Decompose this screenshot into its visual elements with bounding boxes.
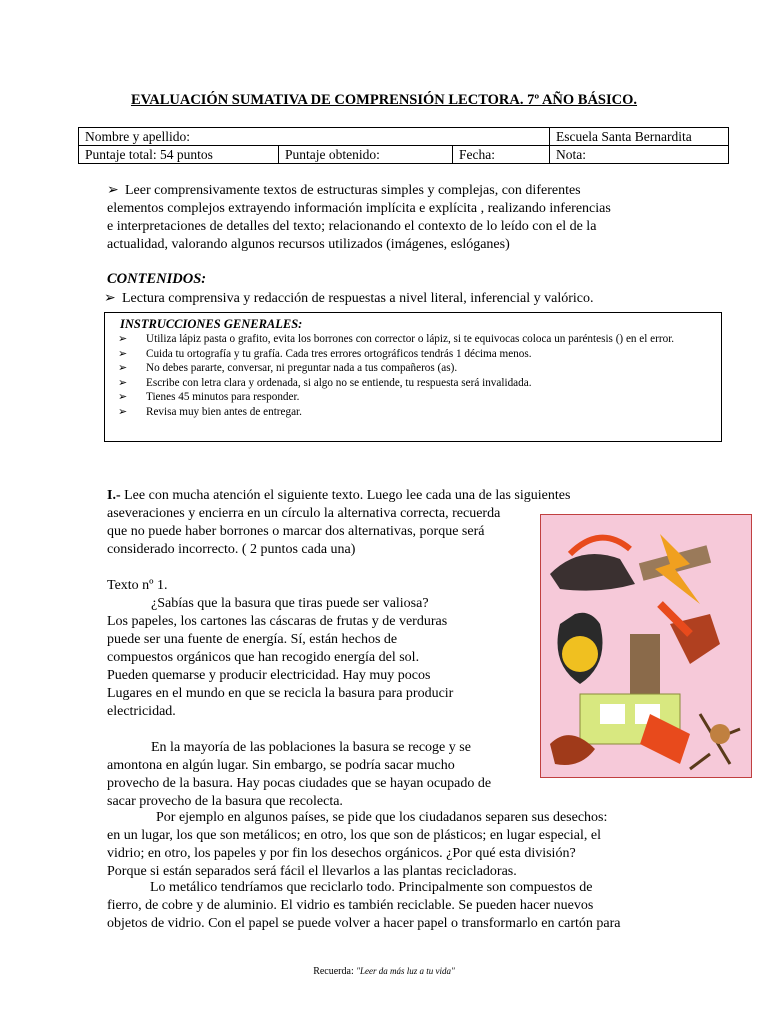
grade-cell: Nota: bbox=[550, 146, 729, 164]
instruction-item: ➢ Escribe con letra clara y ordenada, si algo no se entiende, tu respuesta será invalidada. bbox=[118, 376, 532, 389]
date-cell: Fecha: bbox=[453, 146, 550, 164]
contenidos-item bbox=[104, 290, 594, 308]
objective-line: e interpretaciones de detalles del texto; relacionando el contexto de lo leído con el de la bbox=[107, 219, 597, 234]
page-title: EVALUACIÓN SUMATIVA DE COMPRENSIÓN LECTORA. 7º AÑO BÁSICO. bbox=[130, 92, 638, 108]
objective-line: actualidad, valorando algunos recursos utilizados (imágenes, eslóganes) bbox=[107, 237, 510, 252]
objective-line: Leer comprensivamente textos de estructuras simples y complejas, con diferentes bbox=[125, 183, 581, 198]
instruction-item: ➢ Revisa muy bien antes de entregar. bbox=[118, 405, 302, 418]
paragraph-4: Lo metálico tendríamos que reciclarlo todo. Principalmente son compuestos de fierro, de cobre y de aluminio. El vidrio es también reciclable. Se pueden hacer nuevos objetos de vidrio. Con el papel se puede volver a hacer papel o transformarlo en cartón para bbox=[107, 880, 621, 931]
section-one-intro: I.- Lee con mucha atención el siguiente texto. Luego lee cada una de las siguientes aseveraciones y encierra en un círculo la alternativa correcta, recuerda que no puede haber borrones o marcar dos alternativas, porque será considerado incorrecto. ( 2 puntos cada una) bbox=[107, 488, 571, 557]
arrow-bullet-icon: ➢ bbox=[118, 347, 128, 360]
arrow-bullet-icon: ➢ bbox=[104, 291, 116, 306]
contenidos-text: Lectura comprensiva y redacción de respuestas a nivel literal, inferencial y valórico. bbox=[122, 291, 594, 306]
text-question: ¿Sabías que la basura que tiras puede ser valiosa? bbox=[151, 596, 429, 611]
paragraph-2: En la mayoría de las poblaciones la basura se recoge y se amontona en algún lugar. Sin embargo, se podría sacar mucho provecho de la basura. Hay pocas ciudades que se hayan ocupado de sacar provecho de la basura que recolecta. bbox=[107, 740, 492, 809]
arrow-bullet-icon: ➢ bbox=[118, 376, 128, 389]
instruction-item: ➢ Tienes 45 minutos para responder. bbox=[118, 391, 300, 403]
objective-line: elementos complejos extrayendo información implícita e explícita , realizando inferencias bbox=[107, 201, 611, 216]
footer: Recuerda: "Leer da más luz a tu vida" bbox=[313, 966, 455, 977]
arrow-bullet-icon: ➢ bbox=[118, 391, 128, 403]
objective bbox=[107, 182, 667, 254]
student-info-table bbox=[78, 127, 729, 164]
paragraph-1: Los papeles, los cartones las cáscaras de frutas y de verduras puede ser una fuente de energía. Sí, están hechos de compuestos orgánicos que han recogido energía del sol. Pueden quemarse y producir electricidad. Hay muy pocos Lugares en el mundo en que se recicla la basura para producir electricidad. bbox=[107, 614, 454, 719]
contenidos-heading: CONTENIDOS: bbox=[107, 271, 207, 287]
arrow-bullet-icon: ➢ bbox=[118, 405, 128, 418]
name-cell: Nombre y apellido: bbox=[79, 128, 550, 146]
arrow-bullet-icon: ➢ bbox=[118, 333, 128, 345]
arrow-bullet-icon: ➢ bbox=[107, 183, 119, 198]
school-cell: Escuela Santa Bernardita bbox=[550, 128, 729, 146]
paragraph-3: Por ejemplo en algunos países, se pide que los ciudadanos separen sus desechos: en un lugar, los que son metálicos; en otro, los que son de plásticos; en lugar especial, el vidrio; en otro, los papeles y por fin los desechos orgánicos. ¿Por qué esta división? Porque si están separados será fácil el llevarlos a las plantas recicladoras. bbox=[107, 810, 608, 879]
instructions-heading: INSTRUCCIONES GENERALES: bbox=[120, 317, 303, 331]
text-label: Texto nº 1. bbox=[107, 578, 168, 593]
section-label: I.- bbox=[107, 488, 121, 503]
instructions-box bbox=[104, 312, 722, 442]
instruction-item: ➢ Cuida tu ortografía y tu grafía. Cada tres errores ortográficos tendrás 1 décima menos. bbox=[118, 347, 532, 360]
arrow-bullet-icon: ➢ bbox=[118, 362, 128, 374]
obtained-score-cell: Puntaje obtenido: bbox=[279, 146, 453, 164]
total-score-cell: Puntaje total: 54 puntos bbox=[79, 146, 279, 164]
instruction-item: ➢ Utiliza lápiz pasta o grafito, evita los borrones con corrector o lápiz, si te equivocas coloca un paréntesis () en el error. bbox=[118, 333, 675, 345]
footer-quote: "Leer da más luz a tu vida" bbox=[356, 966, 455, 976]
instruction-item: ➢ No debes pararte, conversar, ni preguntar nada a tus compañeros (as). bbox=[118, 362, 458, 374]
instructions-list bbox=[118, 332, 716, 419]
recycling-illustration bbox=[540, 514, 752, 778]
